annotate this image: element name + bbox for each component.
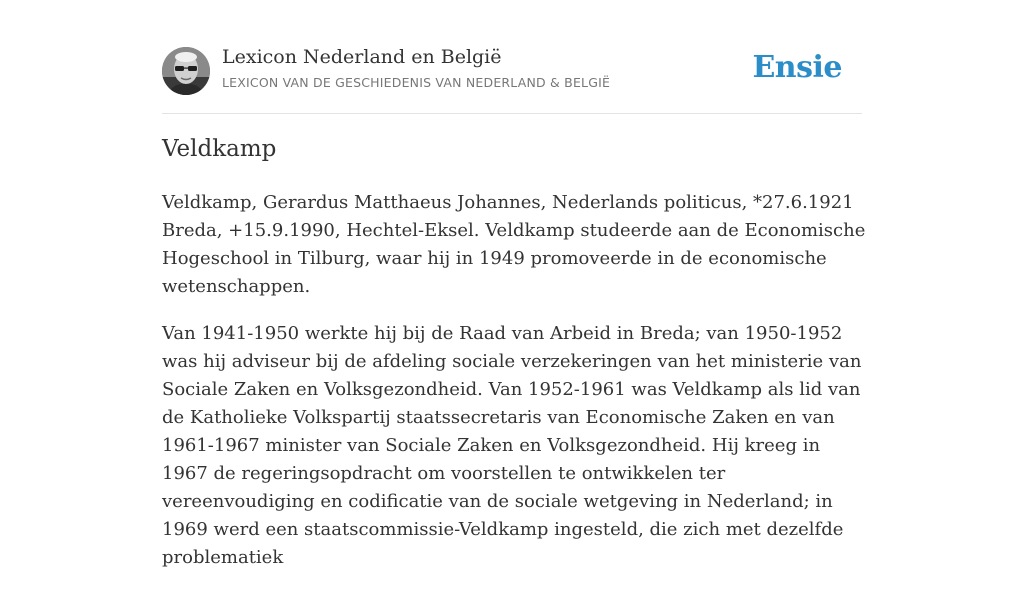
entry-paragraph: Veldkamp, Gerardus Matthaeus Johannes, Nederlands politicus, *27.6.1921 Breda, +15.9.1990, Hechtel-Eksel. Veldkamp studeerde aan de Economische Hogeschool in Tilburg, waar hij in 1949 promoveerde in de economische wetenschappen. — [162, 192, 866, 297]
author-avatar[interactable] — [162, 47, 210, 95]
source-title-link[interactable]: Lexicon Nederland en België — [222, 46, 502, 68]
page-container — [162, 0, 866, 568]
avatar-portrait-icon — [162, 47, 210, 95]
entry-title: Veldkamp — [162, 136, 277, 162]
ensie-logo[interactable]: Ensie — [752, 50, 842, 85]
source-subtitle: LEXICON VAN DE GESCHIEDENIS VAN NEDERLAND & BELGIË — [222, 75, 611, 90]
source-header — [162, 0, 862, 114]
entry-body — [162, 189, 868, 591]
entry-paragraph: Van 1941-1950 werkte hij bij de Raad van Arbeid in Breda; van 1950-1952 was hij adviseur bij de afdeling sociale verzekeringen van het ministerie van Sociale Zaken en Volksgezondheid. Van 1952-1961 was Veldkamp als lid van de Katholieke Volkspartij staatssecretaris van Economische Zaken en van 1961-1967 minister van Sociale Zaken en Volksgezondheid. Hij kreeg in 1967 de regeringsopdracht om voorstellen te ontwikkelen ter vereenvoudiging en codificatie van de sociale wetgeving in Nederland; in 1969 werd een staatscommissie-Veldkamp ingesteld, die zich met dezelfde problematiek — [162, 323, 862, 568]
